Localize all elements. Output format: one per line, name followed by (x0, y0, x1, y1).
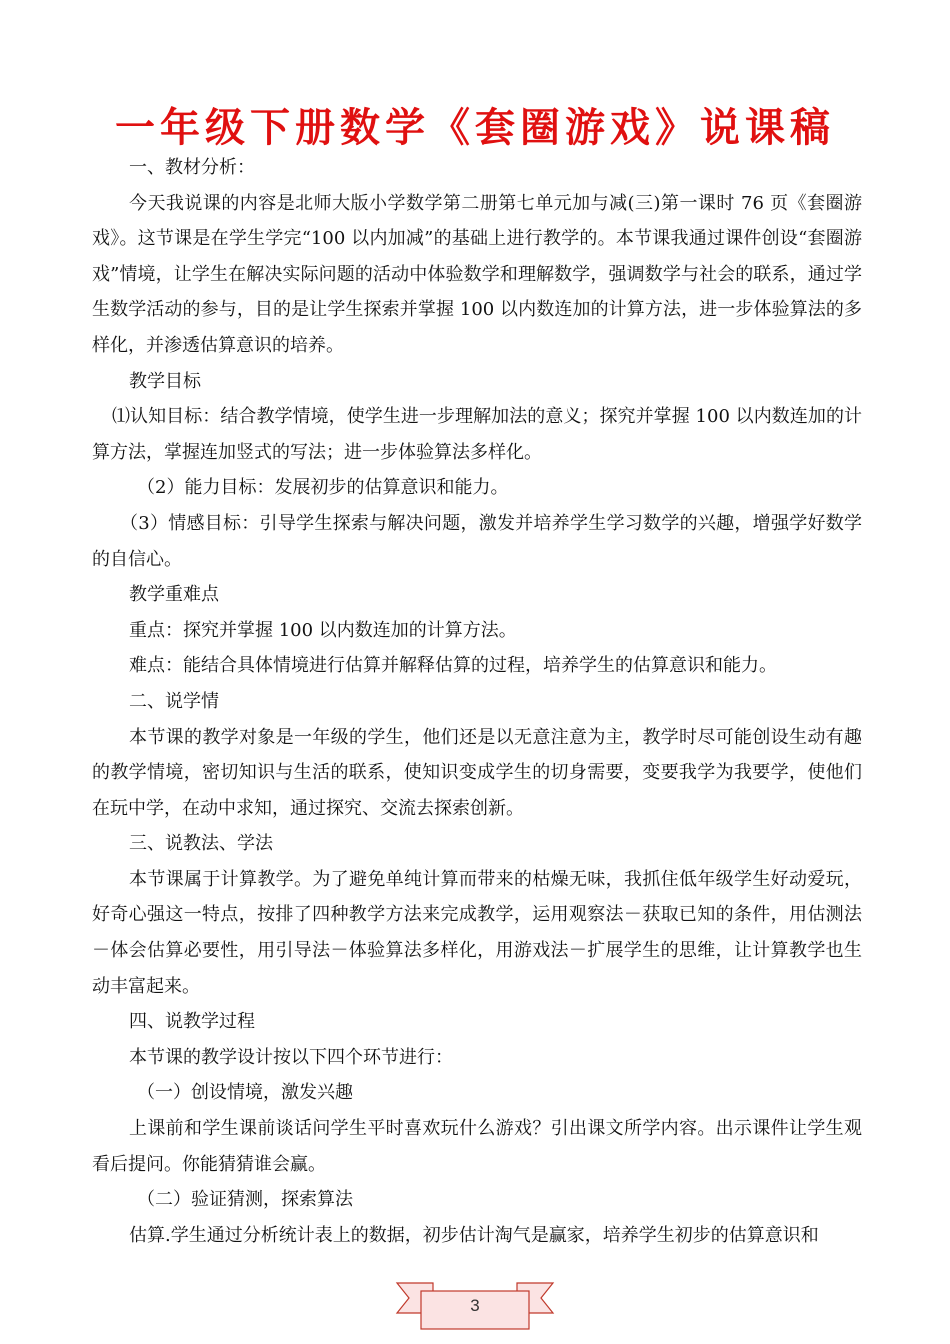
document-body (92, 150, 862, 1253)
paragraph: 今天我说课的内容是北师大版小学数学第二册第七单元加与减(三)第一课时 76 页《套圈游戏》。这节课是在学生学完“100 以内加减”的基础上进行教学的。本节课我通过课件创设“套圈游戏”情境，让学生在解决实际问题的活动中体验数学和理解数学，强调数学与社会的联系，通过学生数学活动的参与，目的是让学生探索并掌握 100 以内数连加的计算方法，进一步体验算法的多样化，并渗透估算意识的培养。 (92, 192, 862, 356)
page-number-ribbon (395, 1273, 555, 1333)
paragraph: 本节课的教学设计按以下四个环节进行： (129, 1046, 453, 1068)
paragraph: 估算.学生通过分析统计表上的数据，初步估计淘气是赢家，培养学生初步的估算意识和 (129, 1224, 819, 1246)
paragraph: ⑴认知目标：结合教学情境，使学生进一步理解加法的意义；探究并掌握 100 以内数连加的计算方法，掌握连加竖式的写法；进一步体验算法多样化。 (92, 406, 862, 463)
paragraph: 本节课属于计算教学。为了避免单纯计算而带来的枯燥无味，我抓住低年级学生好动爱玩，好奇心强这一特点，按排了四种教学方法来完成教学，运用观察法－获取已知的条件，用估测法－体会估算必要性，用引导法－体验算法多样化，用游戏法－扩展学生的思维，让计算教学也生动丰富起来。 (92, 868, 862, 997)
paragraph: 本节课的教学对象是一年级的学生，他们还是以无意注意为主，教学时尽可能创设生动有趣的教学情境，密切知识与生活的联系，使知识变成学生的切身需要，变要我学为我要学，使他们在玩中学，在动中求知，通过探究、交流去探索创新。 (92, 726, 862, 819)
subsection-heading: 教学目标 (129, 370, 201, 392)
subsection-heading: （一）创设情境，激发兴趣 (137, 1082, 353, 1104)
paragraph: 上课前和学生课前谈话问学生平时喜欢玩什么游戏？引出课文所学内容。出示课件让学生观看后提问。你能猜猜谁会赢。 (92, 1118, 862, 1175)
paragraph: 重点：探究并掌握 100 以内数连加的计算方法。 (129, 619, 517, 641)
paragraph: （3）情感目标：引导学生探索与解决问题，激发并培养学生学习数学的兴趣，增强学好数学的自信心。 (92, 512, 862, 570)
section-heading: 四、说教学过程 (129, 1011, 255, 1033)
document-title: 一年级下册数学《套圈游戏》说课稿 (115, 105, 835, 151)
section-heading: 一、教材分析： (129, 157, 255, 178)
paragraph: 难点：能结合具体情境进行估算并解释估算的过程，培养学生的估算意识和能力。 (129, 655, 777, 677)
subsection-heading: （二）验证猜测，探索算法 (137, 1189, 353, 1211)
page-number: 3 (470, 1296, 480, 1315)
section-heading: 二、说学情 (129, 690, 219, 712)
subsection-heading: 教学重难点 (129, 584, 219, 606)
paragraph: （2）能力目标：发展初步的估算意识和能力。 (137, 477, 509, 499)
section-heading: 三、说教法、学法 (129, 833, 273, 855)
